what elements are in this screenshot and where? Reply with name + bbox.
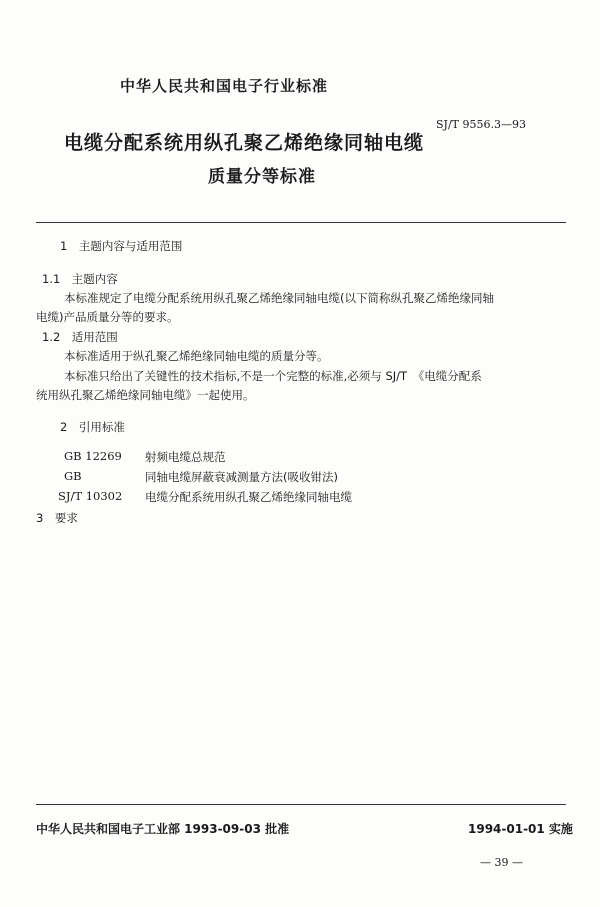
reference-title: 同轴电缆屏蔽衰减测量方法(吸收钳法) (145, 470, 338, 484)
section-1-1-paragraph-line1: 本标准规定了电缆分配系统用纵孔聚乙烯绝缘同轴电缆(以下简称纵孔聚乙烯绝缘同轴 (64, 291, 494, 305)
header-divider (36, 222, 566, 223)
issuing-body-heading: 中华人民共和国电子行业标准 (120, 77, 329, 95)
section-1-2-paragraph-2-line2: 统用纵孔聚乙烯绝缘同轴电缆》一起使用。 (36, 388, 255, 402)
section-1-2-paragraph-2-line1: 本标准只给出了关键性的技术指标,不是一个完整的标准,必须与 SJ/T 《电缆分配系 (64, 369, 482, 383)
standard-code: SJ/T 9556.3—93 (436, 118, 526, 131)
section-1-2-paragraph-1: 本标准适用于纵孔聚乙烯绝缘同轴电缆的质量分等。 (64, 349, 329, 363)
section-3-heading: 3 要求 (36, 511, 78, 525)
section-1-2-heading: 1.2 适用范围 (42, 330, 118, 344)
section-2-heading: 2 引用标准 (60, 420, 125, 434)
document-title-line2: 质量分等标准 (208, 167, 316, 187)
reference-code: GB (64, 469, 82, 483)
section-1-1-heading: 1.1 主题内容 (42, 272, 118, 286)
page-number: — 39 — (480, 856, 523, 869)
reference-title: 电缆分配系统用纵孔聚乙烯绝缘同轴电缆 (145, 490, 352, 504)
section-1-1-paragraph-line2: 电缆)产品质量分等的要求。 (36, 310, 179, 324)
footer-divider (36, 804, 566, 805)
reference-title: 射频电缆总规范 (145, 450, 226, 464)
implementation-date: 1994-01-01 实施 (468, 822, 573, 836)
reference-code: SJ/T 10302 (58, 489, 123, 503)
reference-code: GB 12269 (64, 449, 122, 463)
approval-note: 中华人民共和国电子工业部 1993-09-03 批准 (36, 822, 290, 836)
document-title-line1: 电缆分配系统用纵孔聚乙烯绝缘同轴电缆 (64, 132, 425, 154)
section-1-heading: 1 主题内容与适用范围 (60, 239, 183, 253)
